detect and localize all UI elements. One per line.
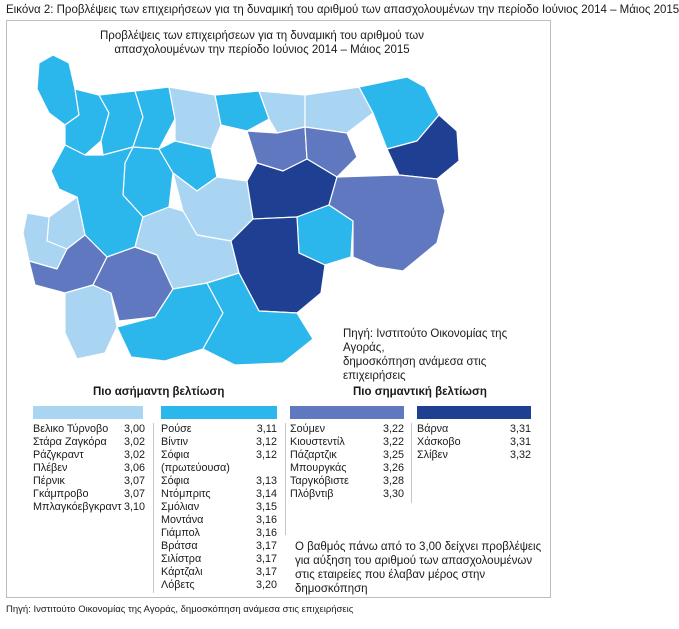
legend-row — [161, 527, 277, 540]
region-name: Πάζαρτζικ — [290, 449, 337, 461]
legend-row — [33, 488, 145, 501]
region-name: Πέρνικ — [33, 475, 65, 487]
region-score: 3,16 — [255, 527, 277, 539]
legend-most-improvement: Πιο σημαντική βελτίωση — [353, 386, 487, 398]
region-name: Σούμεν — [290, 423, 326, 435]
map-source — [343, 327, 550, 383]
swatch-group-3 — [290, 406, 404, 419]
legend-row — [161, 501, 277, 514]
region-score: 3,12 — [255, 449, 277, 461]
legend-row — [161, 488, 277, 501]
swatch-group-1 — [33, 406, 143, 419]
region-name: Σιλίστρα — [161, 553, 202, 565]
region-score: 3,32 — [509, 449, 531, 461]
legend-column-4 — [417, 423, 531, 462]
legend-row — [290, 449, 404, 462]
region-name: Λόβετς — [161, 579, 195, 591]
legend-row — [161, 475, 277, 488]
legend-row — [290, 423, 404, 436]
map-source-line2: δημοσκόπηση ανάμεσα στις επιχειρήσεις — [343, 356, 487, 382]
legend-row — [161, 553, 277, 566]
region-score: 3,02 — [123, 449, 145, 461]
region-name: Βελικο Τύρνοβο — [33, 423, 109, 435]
legend-row — [290, 488, 404, 501]
region-blagoevgrad — [65, 285, 117, 359]
legend-row — [290, 475, 404, 488]
region-score: 3,17 — [255, 553, 277, 565]
region-score: 3,22 — [382, 423, 404, 435]
legend-row — [33, 475, 145, 488]
legend-row — [161, 423, 277, 436]
region-score: 3,16 — [255, 514, 277, 526]
scale-note-line3: στις εταιρείες που έλαβαν μέρος στην δημοσκόπηση — [295, 569, 486, 595]
region-score: 3,13 — [255, 475, 277, 487]
legend-row — [161, 579, 277, 592]
region-score: 3,07 — [123, 475, 145, 487]
region-score: 3,12 — [255, 436, 277, 448]
legend-column-3 — [290, 423, 404, 501]
region-name: Μπουργκάς — [290, 462, 347, 474]
region-score: 3,14 — [255, 488, 277, 500]
region-score: 3,28 — [382, 475, 404, 487]
region-score: 3,31 — [509, 436, 531, 448]
legend-row — [161, 566, 277, 579]
region-name: Σόφια — [161, 475, 190, 487]
region-score: 3,20 — [255, 579, 277, 591]
region-name: Ντόμπριτς — [161, 488, 211, 500]
legend-row — [417, 423, 531, 436]
column-divider — [411, 423, 412, 503]
swatch-group-2 — [161, 406, 277, 419]
region-name: Βίντιν — [161, 436, 189, 448]
region-name: Κάρτζαλι — [161, 566, 203, 578]
region-score: 3,07 — [123, 488, 145, 500]
region-name: Χάσκοβο — [417, 436, 461, 448]
region-name: Βράτσα — [161, 540, 198, 552]
legend-row — [290, 462, 404, 475]
region-score: 3,15 — [255, 501, 277, 513]
region-vidin — [37, 55, 79, 125]
region-razgrad — [259, 91, 305, 133]
map-title-line1: Προβλέψεις των επιχειρήσεων για τη δυναμική του αριθμού των — [100, 30, 424, 42]
region-name: Στάρα Ζαγκόρα — [33, 436, 107, 448]
region-name: Ρούσε — [161, 423, 192, 435]
legend-row — [33, 423, 145, 436]
legend-row — [417, 436, 531, 449]
region-name: Πλόβντιβ — [290, 488, 334, 500]
scale-note-line2: για αύξηση του αριθμού των απασχολουμένων — [295, 555, 533, 567]
region-name: Σόφια (πρωτεύουσα) — [161, 449, 230, 474]
figure-caption: Εικόνα 2: Προβλέψεις των επιχειρήσεων για τη δυναμική του αριθμού των απασχολουμένων την περίοδο Ιούνιος 2014 – Μάιος 2015 — [6, 4, 679, 16]
region-name: Γκάμπροβο — [33, 488, 89, 500]
region-score: 3,22 — [382, 436, 404, 448]
column-divider — [153, 423, 154, 593]
legend-row — [417, 449, 531, 462]
region-name: Ράζγκραντ — [33, 449, 84, 461]
region-score: 3,17 — [255, 566, 277, 578]
region-score: 3,31 — [509, 423, 531, 435]
legend-row — [33, 462, 145, 475]
map-title-line2: απασχολουμένων την περίοδο Ιούνιος 2014 – Μάιος 2015 — [114, 44, 410, 56]
map-title — [77, 29, 447, 57]
region-score: 3,26 — [382, 462, 404, 474]
legend-column-2 — [161, 423, 277, 592]
region-name: Μπλαγκόεβγκραντ — [33, 501, 122, 513]
legend-row — [161, 540, 277, 553]
figure-frame — [6, 20, 551, 598]
region-name: Ταργκόβιστε — [290, 475, 349, 487]
region-name: Σλίβεν — [417, 449, 448, 461]
map-source-line1: Πηγή: Ινστιτούτο Οικονομίας της Αγοράς, — [343, 328, 508, 354]
footer-source: Πηγή: Ινστιτούτο Οικονομίας της Αγοράς, δημοσκόπηση ανάμεσα στις επιχειρήσεις — [6, 604, 354, 615]
region-name: Πλέβεν — [33, 462, 68, 474]
region-name: Μοντάνα — [161, 514, 204, 526]
legend-column-1 — [33, 423, 145, 514]
legend-row — [33, 436, 145, 449]
legend-row — [290, 436, 404, 449]
region-score: 3,30 — [382, 488, 404, 500]
legend-row — [161, 514, 277, 527]
legend-row — [161, 436, 277, 449]
region-score: 3,10 — [123, 501, 145, 513]
region-name: Γιάμπολ — [161, 527, 200, 539]
swatch-group-4 — [417, 406, 531, 419]
region-score: 3,06 — [123, 462, 145, 474]
legend-least-improvement: Πιο ασήμαντη βελτίωση — [93, 386, 225, 398]
scale-note — [295, 540, 550, 596]
region-score: 3,02 — [123, 436, 145, 448]
region-score: 3,25 — [382, 449, 404, 461]
scale-note-line1: Ο βαθμός πάνω από το 3,00 δείχνει προβλέψεις — [295, 541, 542, 553]
region-score: 3,17 — [255, 540, 277, 552]
region-score: 3,00 — [123, 423, 145, 435]
region-name: Σμόλιαν — [161, 501, 200, 513]
legend-row — [33, 449, 145, 462]
legend-row — [161, 449, 277, 475]
legend-row — [33, 501, 145, 514]
region-name: Βάρνα — [417, 423, 449, 435]
region-score: 3,11 — [256, 423, 277, 435]
region-name: Κιουστεντίλ — [290, 436, 345, 448]
column-divider — [285, 423, 286, 535]
region-veliko-tarnovo — [169, 87, 221, 149]
